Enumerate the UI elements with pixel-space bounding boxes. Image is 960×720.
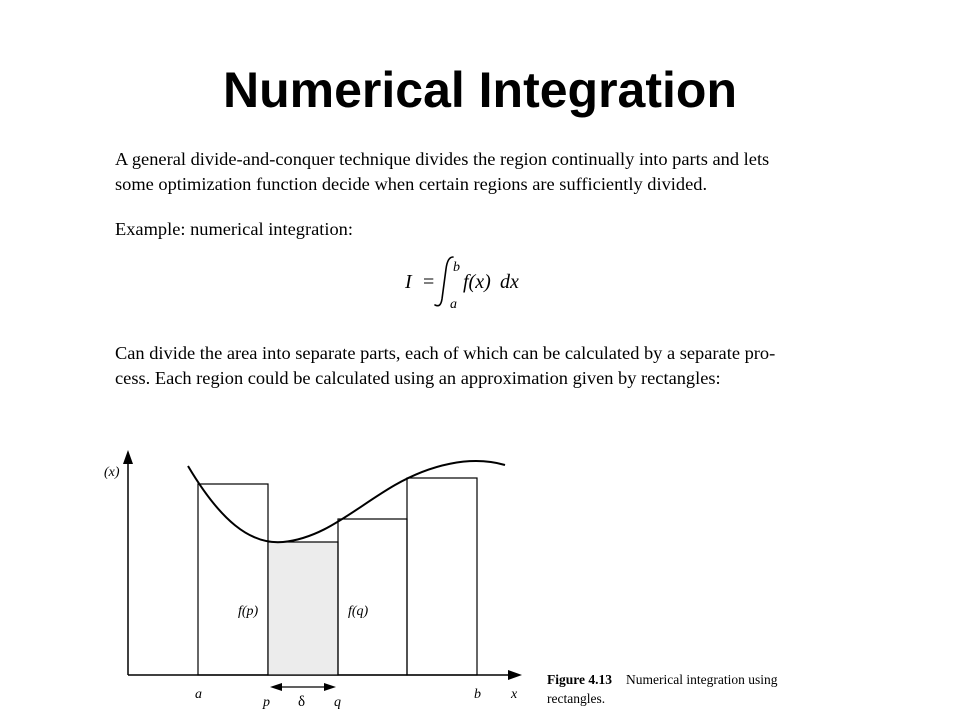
example-label: Example: numerical integration: [115, 219, 353, 239]
tick-label-q: q [334, 695, 341, 710]
approach-paragraph [115, 341, 825, 391]
approach-paragraph-line-1: Can divide the area into separate parts, each of which can be calculated by a separate pro- [115, 343, 776, 363]
caption-text-line-1: Numerical integration using [626, 672, 778, 687]
tick-label-delta: δ [298, 694, 306, 710]
intro-paragraph [115, 147, 825, 197]
rectangle-2-shaded [268, 542, 338, 675]
figure-caption [547, 670, 837, 708]
equation-lhs: I [405, 271, 412, 293]
slide-title: Numerical Integration [223, 62, 737, 118]
equation-differential: dx [500, 271, 519, 293]
intro-paragraph-line-1: A general divide-and-conquer technique divides the region continually into parts and lets [115, 149, 770, 169]
rectangle-1 [198, 484, 268, 675]
equation-lower-limit: a [450, 297, 457, 312]
delta-left-arrow-icon [270, 683, 282, 691]
intro-paragraph-line-2: some optimization function decide when certain regions are sufficiently divided. [115, 174, 708, 194]
delta-right-arrow-icon [324, 683, 336, 691]
tick-label-a: a [195, 687, 202, 702]
y-axis-label: (x) [104, 465, 120, 480]
tick-label-p: p [263, 695, 270, 710]
x-axis-label: x [511, 687, 518, 702]
fp-label: f(p) [238, 604, 259, 619]
integral-equation [395, 245, 555, 315]
integration-figure [0, 440, 540, 720]
fq-label: f(q) [348, 604, 369, 619]
y-axis-arrow-icon [123, 450, 133, 464]
caption-text-line-2: rectangles. [547, 691, 606, 706]
rectangle-4 [407, 478, 477, 675]
x-axis-arrow-icon [508, 670, 522, 680]
function-curve [188, 461, 505, 542]
equation-upper-limit: b [453, 260, 460, 275]
caption-number: Figure 4.13 [547, 672, 612, 687]
tick-label-b: b [474, 687, 481, 702]
approach-paragraph-line-2: cess. Each region could be calculated using an approximation given by rectangles: [115, 368, 721, 388]
example-paragraph [115, 217, 825, 242]
equation-equals-sign: = [423, 271, 435, 293]
equation-integrand: f(x) [463, 271, 491, 293]
rectangle-3 [338, 519, 407, 675]
